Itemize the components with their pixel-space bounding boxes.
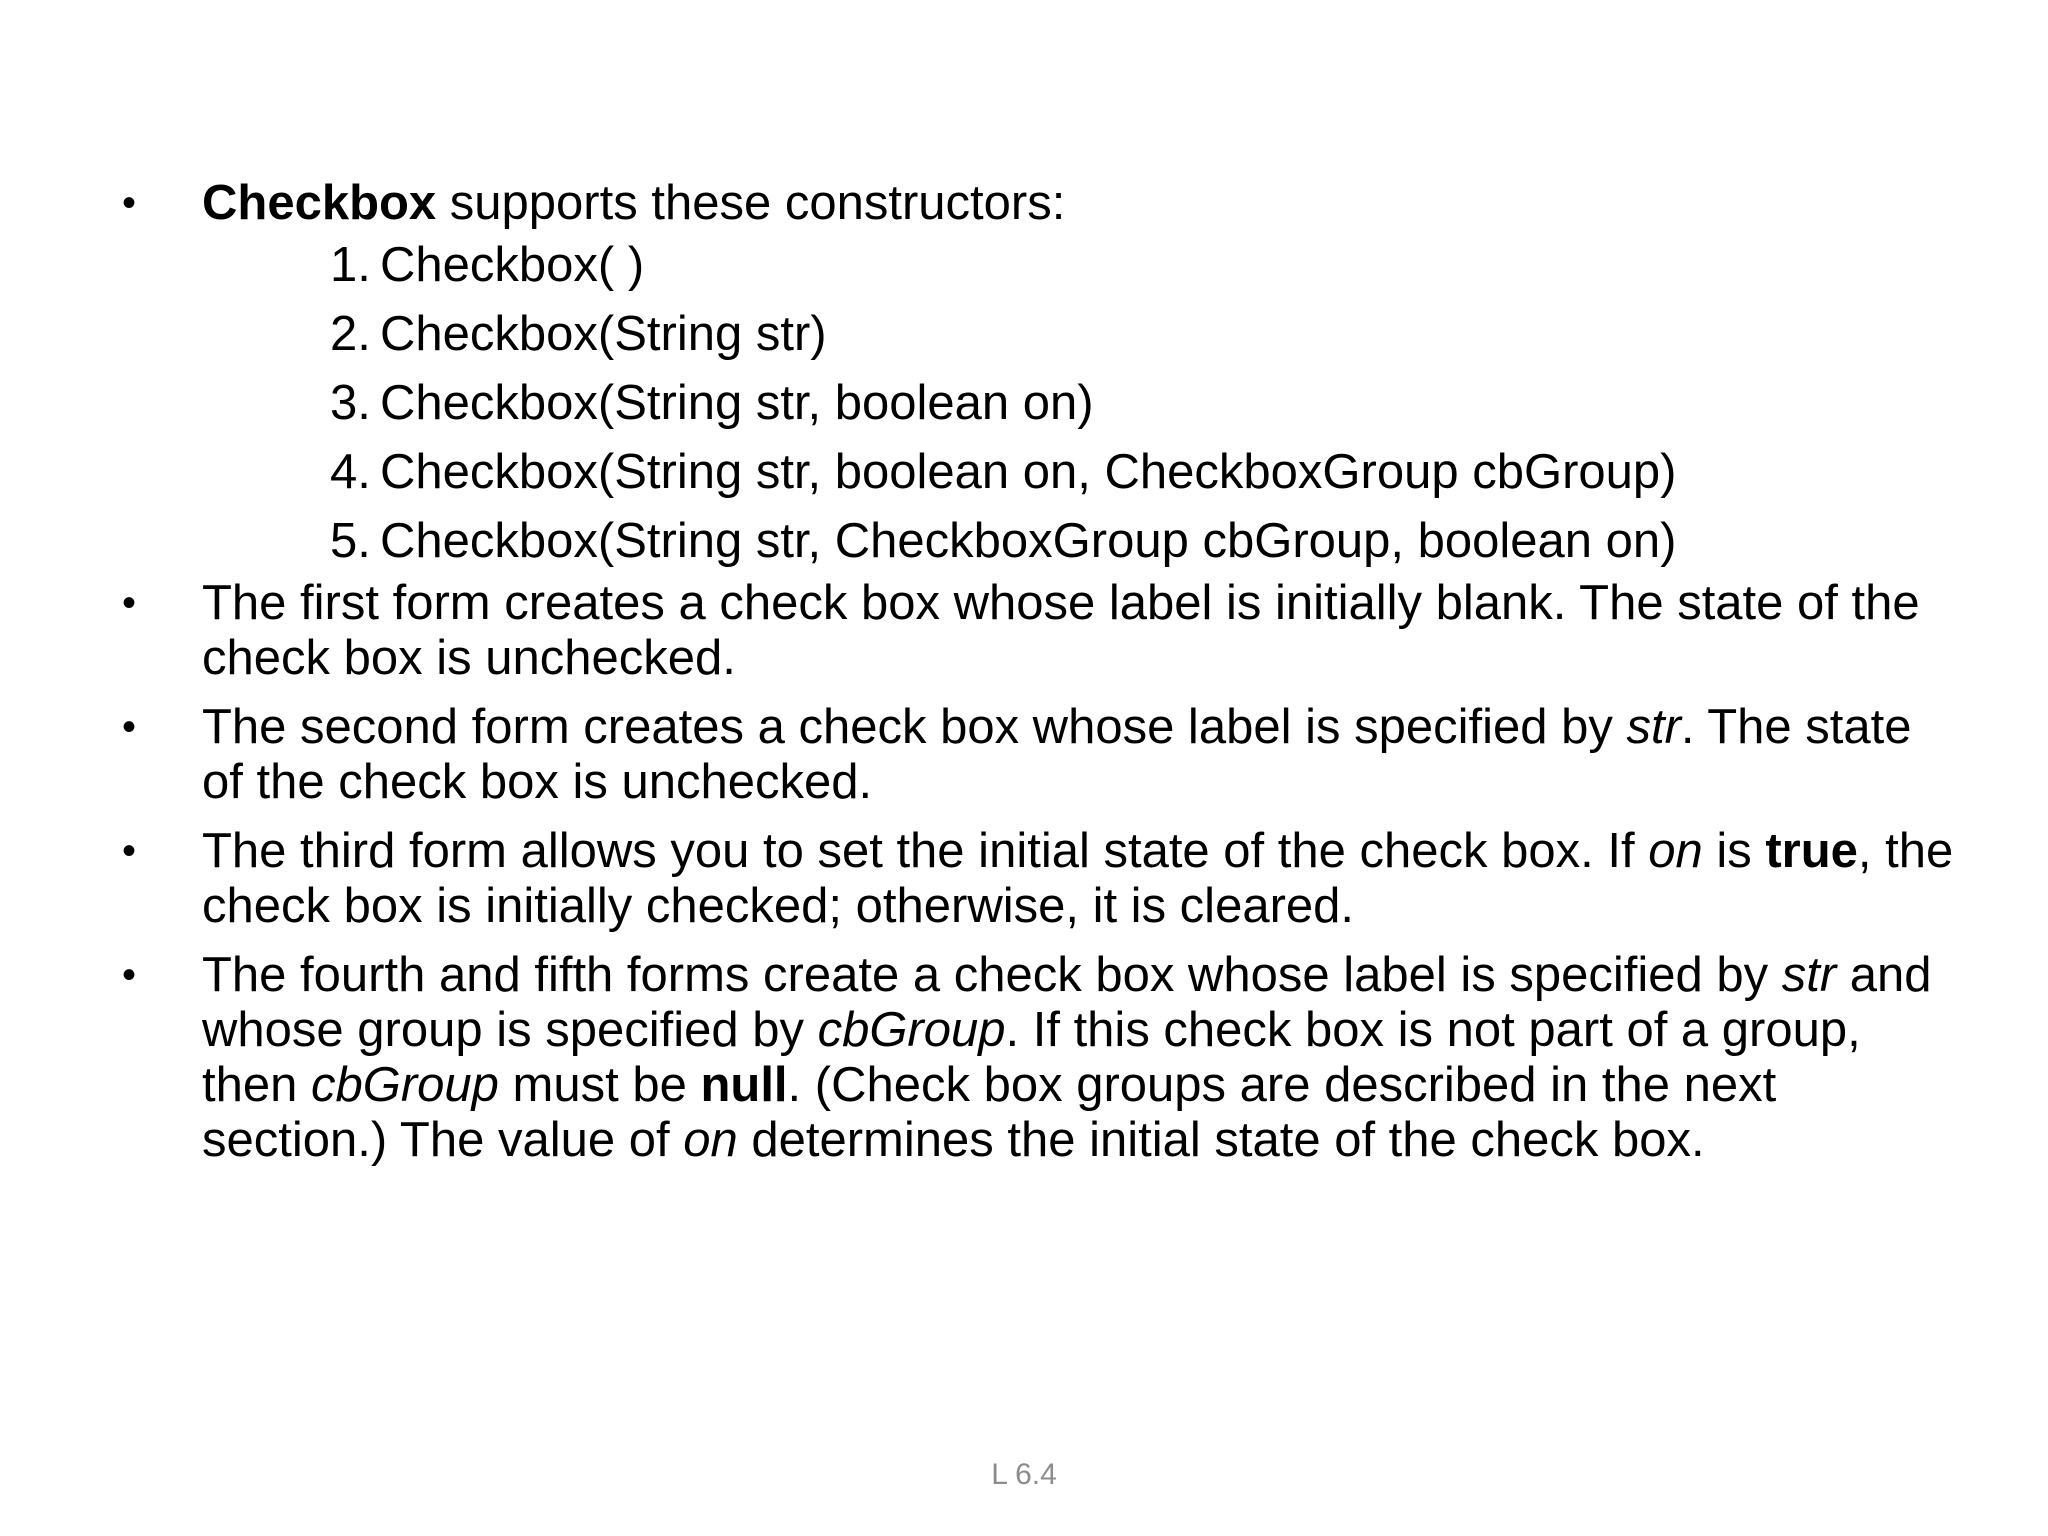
bullet-first-form: [122, 576, 1962, 686]
slide-number: L 6.4: [991, 1458, 1057, 1491]
bullet-constructors-intro: [122, 176, 1962, 231]
constructor-list: [122, 231, 1962, 576]
third-form-text: The third form allows you to set the initial state of the check box. If: [202, 824, 1649, 878]
forms-text: and whose group is specified by: [202, 948, 1932, 1057]
first-form-text: The first form creates a check box whose label is initially blank. The state of the check box is unchecked.: [202, 576, 1920, 685]
forms-text: . If this check box is not part of a group, then: [202, 1003, 1861, 1112]
constructor-signature: Checkbox( ): [380, 238, 645, 292]
slide-body: [122, 176, 1962, 1182]
cbgroup-param: cbGroup: [817, 1003, 1006, 1057]
bullet-icon: •: [122, 581, 137, 625]
str-param: str: [1781, 948, 1837, 1002]
forms-text: . (Check box groups are described in the next section.) The value of: [202, 1058, 1777, 1167]
second-form-text-cont: . The state of the check box is unchecked.: [202, 700, 1912, 809]
forms-text: determines the initial state of the check box.: [737, 1113, 1705, 1167]
bullet-icon: •: [122, 705, 137, 749]
on-param: on: [683, 1113, 738, 1167]
item-number: 1.: [330, 238, 371, 292]
constructor-signature: Checkbox(String str): [380, 307, 827, 361]
third-form-text-end: , the check box is initially checked; otherwise, it is cleared.: [202, 824, 1954, 933]
bullet-third-form: [122, 824, 1962, 934]
item-number: 3.: [330, 376, 371, 430]
bullet-icon: •: [122, 181, 137, 225]
third-form-text-cont: is: [1702, 824, 1766, 878]
constructor-item: [330, 438, 1962, 507]
bullet-icon: •: [122, 829, 137, 873]
checkbox-keyword: Checkbox: [202, 176, 437, 230]
item-number: 4.: [330, 445, 371, 499]
bullet-second-form: [122, 700, 1962, 810]
item-number: 2.: [330, 307, 371, 361]
bullet-fourth-fifth-forms: [122, 948, 1962, 1168]
constructor-item: [330, 300, 1962, 369]
cbgroup-param: cbGroup: [310, 1058, 499, 1112]
constructor-signature: Checkbox(String str, boolean on, CheckboxGroup cbGroup): [380, 445, 1677, 499]
constructor-item: [330, 507, 1962, 576]
constructor-signature: Checkbox(String str, boolean on): [380, 376, 1094, 430]
intro-text: supports these constructors:: [436, 176, 1066, 230]
item-number: 5.: [330, 514, 371, 568]
forms-text: must be: [498, 1058, 701, 1112]
constructor-item: [330, 369, 1962, 438]
str-param: str: [1626, 700, 1681, 754]
constructor-signature: Checkbox(String str, CheckboxGroup cbGroup, boolean on): [380, 514, 1677, 568]
bullet-icon: •: [122, 953, 137, 997]
on-param: on: [1648, 824, 1703, 878]
constructor-item: [330, 231, 1962, 300]
true-keyword: true: [1765, 824, 1858, 878]
forms-text: The fourth and fifth forms create a check box whose label is specified by: [202, 948, 1782, 1002]
null-keyword: null: [700, 1058, 788, 1112]
second-form-text: The second form creates a check box whose label is specified by: [202, 700, 1627, 754]
